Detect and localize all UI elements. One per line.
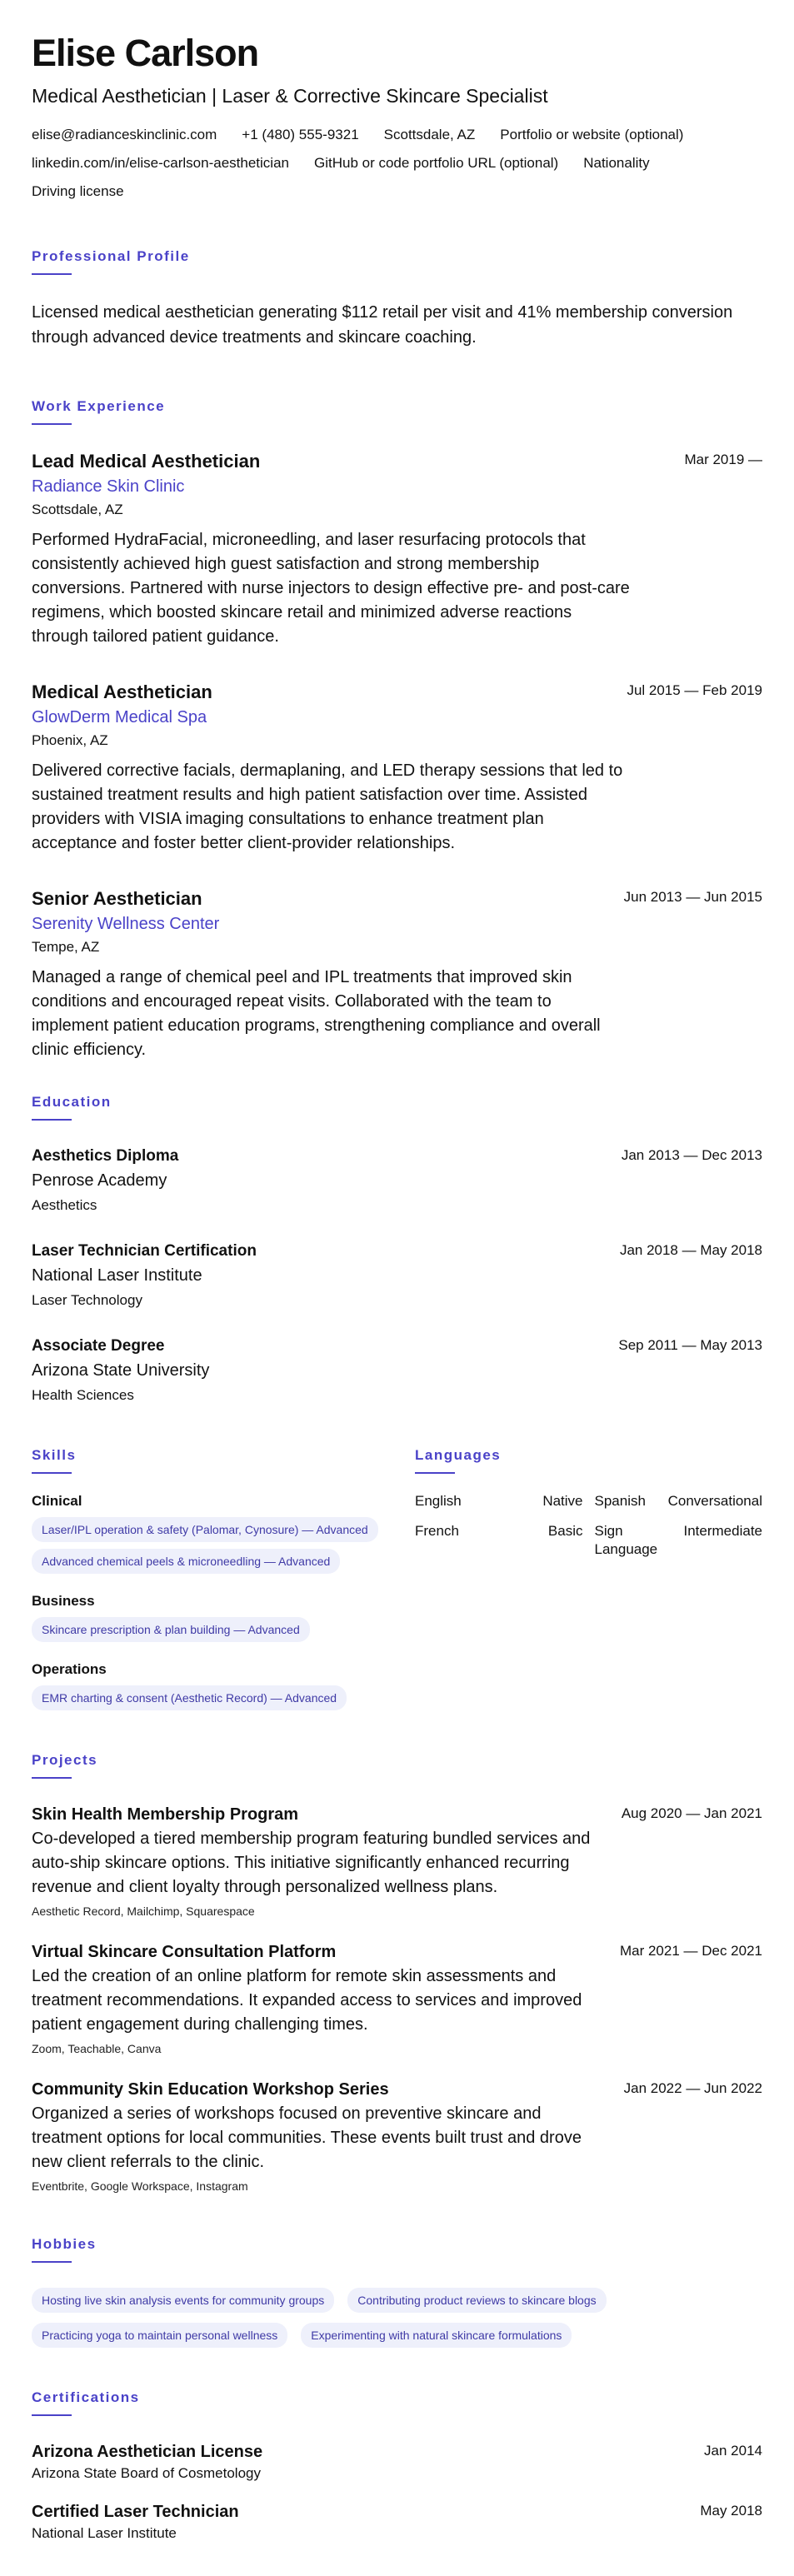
job-entry [32,887,762,1062]
project-description: Led the creation of an online platform for remote skin assessments and treatment recommendations. It expanded access to services and improved patient engagement during challenging times. [32,1967,582,2034]
language-item [595,1522,763,1559]
section-title: Projects [32,1752,98,1768]
education-field: Aesthetics [32,1197,97,1213]
job-title: Senior Aesthetician [32,888,202,909]
education-degree: Associate Degree [32,1337,165,1355]
project-entry [32,1804,762,1920]
contact-email[interactable]: elise@radianceskinclinic.com [32,127,217,142]
certification-issuer: Arizona State Board of Cosmetology [32,2465,261,2481]
hobbies-section [32,2236,762,2348]
language-name: French [415,1523,459,1539]
job-description: Performed HydraFacial, microneedling, and laser resurfacing protocols that consistently achieved high guest satisfaction and strong membership conversions. Partnered with nurse injectors to design effective pre- and post-care regimens, which boosted skincare retail and minimized adverse reactions through tailored patient guidance. [32,531,630,646]
contact-location: Scottsdale, AZ [383,127,476,142]
projects-section [32,1752,762,2194]
project-description: Organized a series of workshops focused on preventive skincare and treatment options for local communities. These events built trust and drove new client referrals to the clinic. [32,2104,582,2171]
job-location: Phoenix, AZ [32,732,108,748]
section-divider [32,273,72,275]
project-tools: Zoom, Teachable, Canva [32,2042,162,2055]
hobby-chip: Contributing product reviews to skincare blogs [347,2288,606,2313]
section-title: Hobbies [32,2236,97,2252]
job-dates: Mar 2019 — [684,452,762,467]
section-title: Skills [32,1447,77,1463]
resume-header [32,32,762,200]
job-description: Delivered corrective facials, dermaplaning, and LED therapy sessions that led to sustained treatment results and high patient satisfaction over time. Assisted providers with VISIA imaging consultations to enhance treatment plan acceptance and foster better client-provider relationships. [32,761,623,852]
skill-category: Operations [32,1661,107,1677]
section-divider [32,2261,72,2263]
certification-date: Jan 2014 [704,2443,762,2459]
certification-date: May 2018 [700,2503,762,2519]
hobbies-list [32,2288,762,2348]
section-divider [415,1472,455,1474]
certification-entry [32,2441,762,2483]
language-level: Intermediate [683,1523,762,1539]
candidate-name: Elise Carlson [32,32,259,74]
education-dates: Sep 2011 — May 2013 [618,1337,762,1353]
section-divider [32,1777,72,1779]
project-title: Skin Health Membership Program [32,1805,299,1824]
languages-list [415,1492,762,1559]
job-entry [32,681,762,856]
education-dates: Jan 2018 — May 2018 [619,1242,762,1258]
hobby-chip: Hosting live skin analysis events for community groups [32,2288,334,2313]
section-title: Professional Profile [32,248,190,264]
certifications-section [32,2389,762,2543]
education-school: Penrose Academy [32,1171,167,1190]
project-dates: Mar 2021 — Dec 2021 [619,1943,762,1959]
skills-section [32,1447,382,1710]
job-company: Serenity Wellness Center [32,915,220,933]
education-field: Health Sciences [32,1387,134,1403]
job-location: Scottsdale, AZ [32,502,123,517]
education-degree: Laser Technician Certification [32,1242,257,1260]
job-dates: Jul 2015 — Feb 2019 [627,682,762,698]
contact-driving-license: Driving license [32,183,124,199]
education-entry [32,1146,762,1216]
job-dates: Jun 2013 — Jun 2015 [623,889,762,905]
project-title: Community Skin Education Workshop Series [32,2080,389,2099]
section-divider [32,1119,72,1121]
section-title: Work Experience [32,398,166,414]
education-degree: Aesthetics Diploma [32,1147,179,1165]
section-title: Certifications [32,2389,140,2405]
profile-summary: Licensed medical aesthetician generating $112 retail per visit and 41% membership conversion through advanced device treatments and skincare coaching. [32,303,733,347]
education-entry [32,1335,762,1405]
languages-section [415,1447,762,1710]
section-title: Education [32,1094,112,1110]
job-company: GlowDerm Medical Spa [32,708,207,726]
language-item [595,1492,763,1510]
skill-category: Clinical [32,1493,82,1509]
job-title: Medical Aesthetician [32,681,212,702]
language-level: Conversational [667,1493,762,1509]
hobby-chip: Experimenting with natural skincare formulations [301,2323,572,2348]
section-divider [32,2414,72,2416]
job-description: Managed a range of chemical peel and IPL treatments that improved skin conditions and encouraged repeat visits. Collaborated with the team to implement patient education programs, strengthening compliance and overall clinic efficiency. [32,968,601,1059]
education-school: Arizona State University [32,1361,210,1380]
contact-github[interactable]: GitHub or code portfolio URL (optional) [313,155,559,171]
contact-info [32,127,762,200]
certification-entry [32,2501,762,2543]
project-tools: Aesthetic Record, Mailchimp, Squarespace [32,1905,255,1918]
project-entry [32,2079,762,2194]
section-divider [32,423,72,425]
section-title: Languages [415,1447,502,1463]
job-title: Lead Medical Aesthetician [32,451,261,472]
job-entry [32,450,762,649]
profile-section [32,248,762,350]
project-entry [32,1941,762,2057]
skill-chip: Skincare prescription & plan building — Advanced [32,1617,310,1642]
contact-phone[interactable]: +1 (480) 555-9321 [242,127,359,142]
skill-chip: Advanced chemical peels & microneedling — Advanced [32,1549,340,1574]
job-location: Tempe, AZ [32,939,100,955]
project-dates: Aug 2020 — Jan 2021 [621,1805,762,1821]
education-school: National Laser Institute [32,1266,202,1285]
skill-category: Business [32,1593,95,1609]
skills-languages-row [32,1447,762,1710]
language-level: Basic [547,1523,583,1539]
skill-chip: Laser/IPL operation & safety (Palomar, Cynosure) — Advanced [32,1517,378,1542]
language-item [415,1492,583,1510]
job-company: Radiance Skin Clinic [32,477,185,496]
contact-nationality: Nationality [583,155,650,171]
hobby-chip: Practicing yoga to maintain personal wellness [32,2323,287,2348]
language-item [415,1522,583,1559]
skill-group [32,1492,382,1574]
certification-issuer: National Laser Institute [32,2525,177,2541]
contact-linkedin[interactable]: linkedin.com/in/elise-carlson-aesthetician [32,155,289,171]
contact-portfolio[interactable]: Portfolio or website (optional) [500,127,684,142]
education-field: Laser Technology [32,1292,142,1308]
language-name: Spanish [594,1493,646,1509]
certification-name: Arizona Aesthetician License [32,2443,263,2461]
skill-chip: EMR charting & consent (Aesthetic Record) — Advanced [32,1685,347,1710]
language-name: Sign Language [594,1523,658,1557]
education-dates: Jan 2013 — Dec 2013 [621,1147,762,1163]
skill-group [32,1592,382,1642]
certification-name: Certified Laser Technician [32,2503,239,2521]
experience-section [32,398,762,1062]
project-title: Virtual Skincare Consultation Platform [32,1943,337,1961]
language-name: English [415,1493,462,1509]
skill-group [32,1660,382,1710]
project-dates: Jan 2022 — Jun 2022 [623,2080,762,2096]
education-section [32,1094,762,1405]
language-level: Native [542,1493,583,1509]
candidate-headline: Medical Aesthetician | Laser & Corrective Skincare Specialist [32,85,548,107]
project-tools: Eventbrite, Google Workspace, Instagram [32,2179,248,2193]
project-description: Co-developed a tiered membership program featuring bundled services and auto-ship skincare options. This initiative significantly enhanced recurring revenue and client loyalty through personalized wellness plans. [32,1830,591,1896]
section-divider [32,1472,72,1474]
education-entry [32,1241,762,1310]
